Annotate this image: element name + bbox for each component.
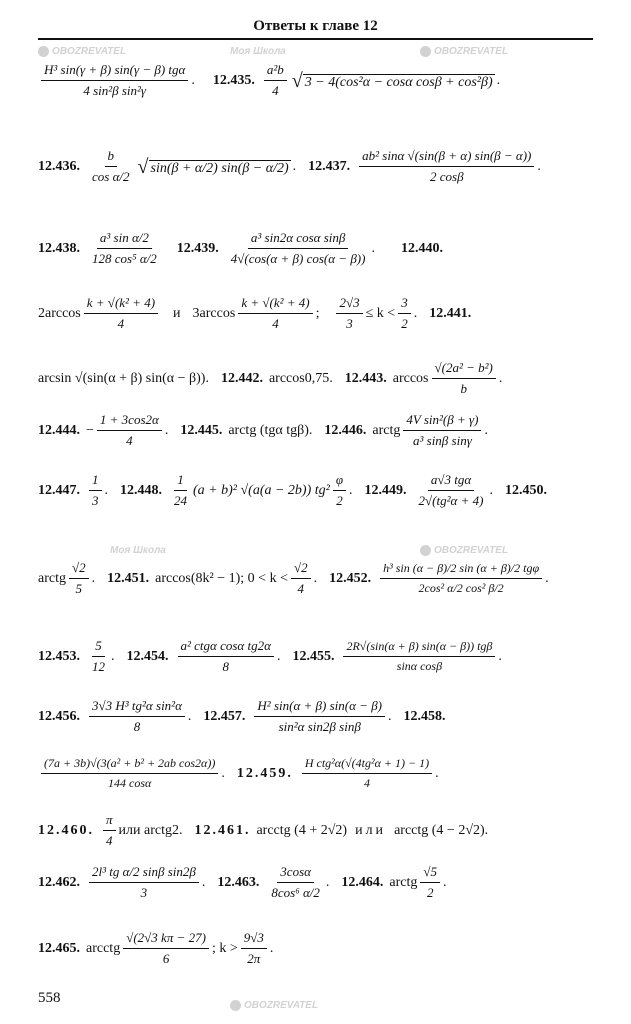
formula: $\frac{\text{(7a + 3b)√(3(a² + b² + 2ab cos2α))}}{144 \cos\alpha}$ xyxy=(41,756,218,791)
answer-number: 12.442. xyxy=(220,370,263,386)
formula: $\frac{3}{2}$ xyxy=(398,295,411,332)
watermark: OBOZREVATEL xyxy=(420,46,508,57)
radical: √ sin(β + α/2) sin(β − α/2) xyxy=(137,155,289,178)
answer-number: 12.451. xyxy=(107,570,150,586)
answer-number: 12.448. xyxy=(120,482,162,498)
formula: $\frac{\text{4V sin²(β + γ)}}{\text{a³ sinβ sinγ}}$ xyxy=(403,412,481,449)
formula: $\frac{\text{a²b}}{4}$ xyxy=(264,62,287,99)
watermark: OBOZREVATEL xyxy=(230,1000,318,1011)
answer-number: 12.456. xyxy=(38,708,80,724)
formula: $\frac{\text{a² ctgα cosα tg2α}}{8}$ xyxy=(178,638,274,675)
formula: $\frac{\text{H² sin(α + β) sin(α − β)}}{\text{sin²α sin2β sinβ}}$ xyxy=(254,698,385,735)
answer-number: 12.444. xyxy=(38,422,80,438)
watermark: Моя Школа xyxy=(110,545,166,556)
answer-line: 12.456. $\frac{\text{3√3 H³ tg²α sin²α}}{8}$ . 12.457. $\frac{\text{H² sin(α + β) sin(α − β)}}{\text{sin²α sin2β sinβ}}$ . 12.458. xyxy=(38,698,446,734)
formula: $\frac{1}{3}$ xyxy=(89,472,102,509)
answer-number: 12.438. xyxy=(38,240,80,256)
answer-number: 12.443. xyxy=(344,370,387,386)
answer-number: 12.460. xyxy=(38,822,94,838)
formula: $\frac{5}{12}$ xyxy=(92,638,105,674)
answer-number: 12.452. xyxy=(329,570,372,586)
answer-number: 12.450. xyxy=(504,482,547,498)
answer-number: 12.464. xyxy=(341,874,384,890)
answer-number: 12.455. xyxy=(292,648,335,664)
radical: √ 3 − 4(cos²α − cosα cosβ + cos²β) xyxy=(291,69,493,92)
answer-number: 12.461. xyxy=(194,822,251,838)
answer-number: 12.441. xyxy=(429,305,472,321)
answer-line: 12.453. $\frac{5}{12}$ . 12.454. $\frac{\text{a² ctgα cosα tg2α}}{8}$ . 12.455. $\frac{\text{2R√(sin(α + β) sin(α − β)) tgβ}}{\text{sinα cosβ}}$ . xyxy=(38,638,502,674)
answer-line: 2arccos $\frac{\text{k + √(k² + 4)}}{4}$ и 3arccos $\frac{\text{k + √(k² + 4)}}{4}$ ; $\frac{2√3}{3}$ ≤ k < $\frac{3}{2}$ . 12.441. xyxy=(38,295,472,331)
answer-line: 12.460. $\frac{\pi}{4}$ или arctg2. 12.461. arcctg (4 + 2√2) или arcctg (4 − 2√2). xyxy=(38,812,489,848)
answer-line: 12.462. $\frac{\text{2l³ tg α/2 sinβ sin2β}}{3}$ . 12.463. $\frac{3\cos\alpha}{\text{8cos⁶ α/2}}$ . 12.464. arctg $\frac{√5}{2}$ . xyxy=(38,864,447,900)
page-number: 558 xyxy=(38,990,61,1006)
formula: $\frac{\text{√(2a² − b²)}}{b}$ xyxy=(432,360,496,397)
answer-line: arctg $\frac{√2}{5}$ . 12.451. arccos(8k² − 1); 0 < k < $\frac{√2}{4}$ . 12.452. $\frac{\text{h³ sin (α − β)/2 sin (α + β)/2 tgφ}}{\text{2cos² α/2 cos² β/2}}$ . xyxy=(38,560,549,596)
answer-line: 12.444. − $\frac{1 + 3\cos 2\alpha}{4}$ . 12.445. arctg (tgα tgβ). 12.446. arctg $\frac{\text{4V sin²(β + γ)}}{\text{a³ sinβ sinγ}}$ . xyxy=(38,412,488,448)
formula: $\frac{√2}{5}$ xyxy=(69,560,89,597)
formula: $\frac{\text{k + √(k² + 4)}}{4}$ xyxy=(84,295,158,332)
answer-line: 12.465. arcctg $\frac{√(2√3 k\pi - 27)}{6}$ ; k > $\frac{9√3}{2\pi}$ . xyxy=(38,930,274,966)
formula: $\frac{\text{3√3 H³ tg²α sin²α}}{8}$ xyxy=(89,698,185,735)
formula: $\frac{√2}{4}$ xyxy=(291,560,311,597)
answer-number: 12.463. xyxy=(217,874,260,890)
watermark: OBOZREVATEL xyxy=(420,545,508,556)
answer-line: $\frac{\text{H³ sin(γ + β) sin(γ − β) tgα}}{\text{4 sin²β sin²γ}}$ . 12.435. $\frac{\text{a²b}}{4}$ √ 3 − 4(cos²α − cosα cosβ + cos²β) . xyxy=(38,62,601,99)
formula: $\frac{\text{2l³ tg α/2 sinβ sin2β}}{3}$ xyxy=(89,864,199,901)
answer-line: arcsin √(sin(α + β) sin(α − β)). 12.442. arccos0,75. 12.443. arccos $\frac{\text{√(2a² − b²)}}{b}$ . xyxy=(38,360,503,396)
formula: $\frac{\text{H³ sin(γ + β) sin(γ − β) tgα}}{\text{4 sin²β sin²γ}}$ xyxy=(41,62,188,99)
watermark-logo-icon xyxy=(230,1000,241,1011)
formula: $\frac{\text{h³ sin (α − β)/2 sin (α + β)/2 tgφ}}{\text{2cos² α/2 cos² β/2}}$ xyxy=(380,561,542,596)
formula: $\frac{\varphi}{2}$ xyxy=(333,472,346,509)
formula: $\frac{2√3}{3}$ xyxy=(336,295,362,332)
answer-number: 12.462. xyxy=(38,874,80,890)
answer-number: 12.435. xyxy=(212,72,255,88)
answer-line: $\frac{\text{(7a + 3b)√(3(a² + b² + 2ab cos2α))}}{144 \cos\alpha}$ . 12.459. $\frac{\text{H ctg²α(√(4tg²α + 1) − 1)}}{4}$ . xyxy=(38,756,601,791)
watermark-logo-icon xyxy=(420,46,431,57)
formula: $\frac{\text{a³ sin α/2}}{\text{128 cos⁵ α/2}}$ xyxy=(92,230,157,266)
answer-number: 12.447. xyxy=(38,482,80,498)
answer-number: 12.445. xyxy=(180,422,223,438)
formula: $\frac{b}{\text{cos α/2}}$ xyxy=(92,148,130,184)
answer-line: 12.447. $\frac{1}{3}$ . 12.448. $\frac{1}{24}$ (a + b)² √(a(a − 2b)) tg² $\frac{\varphi}{2}$ . 12.449. $\frac{\text{a√3 tgα}}{\text{2√(tg²α + 4)}}$ . 12.450. xyxy=(38,472,547,508)
answer-number: 12.465. xyxy=(38,940,80,956)
formula: $\frac{\text{ab² sinα √(sin(β + α) sin(β − α))}}{2 \cos\beta}$ xyxy=(359,148,534,185)
header-title: Ответы к главе 12 xyxy=(253,18,378,34)
formula: $\frac{\text{k + √(k² + 4)}}{4}$ xyxy=(238,295,312,332)
page-header xyxy=(38,14,593,40)
answer-number: 12.454. xyxy=(126,648,169,664)
watermark-logo-icon xyxy=(38,46,49,57)
formula: $\frac{\pi}{4}$ xyxy=(103,812,116,849)
formula: $\frac{3\cos\alpha}{\text{8cos⁶ α/2}}$ xyxy=(271,864,320,900)
formula: $\frac{1 + 3\cos 2\alpha}{4}$ xyxy=(97,412,162,449)
formula: $\frac{9√3}{2\pi}$ xyxy=(241,930,267,967)
watermark: Моя Школа xyxy=(230,46,286,57)
answer-number: 12.453. xyxy=(38,648,80,664)
formula: $\frac{√(2√3 k\pi - 27)}{6}$ xyxy=(123,930,209,967)
answer-number: 12.449. xyxy=(364,482,407,498)
formula: $\frac{\text{2R√(sin(α + β) sin(α − β)) tgβ}}{\text{sinα cosβ}}$ xyxy=(343,639,495,674)
answer-line: 12.438. $\frac{\text{a³ sin α/2}}{\text{128 cos⁵ α/2}}$ 12.439. $\frac{\text{a³ sin2α cosα sinβ}}{4√(\cos(\alpha + \beta) \cos(\alpha - \beta))}$ . 12.440. xyxy=(38,230,443,266)
formula: $\frac{1}{24}$ xyxy=(174,472,187,508)
answer-number: 12.439. xyxy=(176,240,219,256)
answer-number: 12.440. xyxy=(400,240,443,256)
watermark: OBOZREVATEL xyxy=(38,46,126,57)
answer-number: 12.446. xyxy=(324,422,367,438)
formula: $\frac{\text{a³ sin2α cosα sinβ}}{4√(\cos(\alpha + \beta) \cos(\alpha - \beta))}$ xyxy=(230,230,366,266)
answer-number: 12.437. xyxy=(308,158,351,174)
answer-number: 12.436. xyxy=(38,158,80,174)
answer-line: 12.436. $\frac{b}{\text{cos α/2}}$ √ sin(β + α/2) sin(β − α/2) . 12.437. $\frac{\text{ab² sinα √(sin(β + α) sin(β − α))}}{2 \cos\beta}$ . xyxy=(38,148,541,184)
answer-number: 12.459. xyxy=(236,765,293,781)
watermark-logo-icon xyxy=(420,545,431,556)
formula: $\frac{\text{H ctg²α(√(4tg²α + 1) − 1)}}{4}$ xyxy=(302,756,432,791)
formula: $\frac{√5}{2}$ xyxy=(420,864,440,901)
answer-number: 12.457. xyxy=(203,708,246,724)
answer-number: 12.458. xyxy=(403,708,446,724)
formula: $\frac{\text{a√3 tgα}}{\text{2√(tg²α + 4)}}$ xyxy=(418,472,484,508)
